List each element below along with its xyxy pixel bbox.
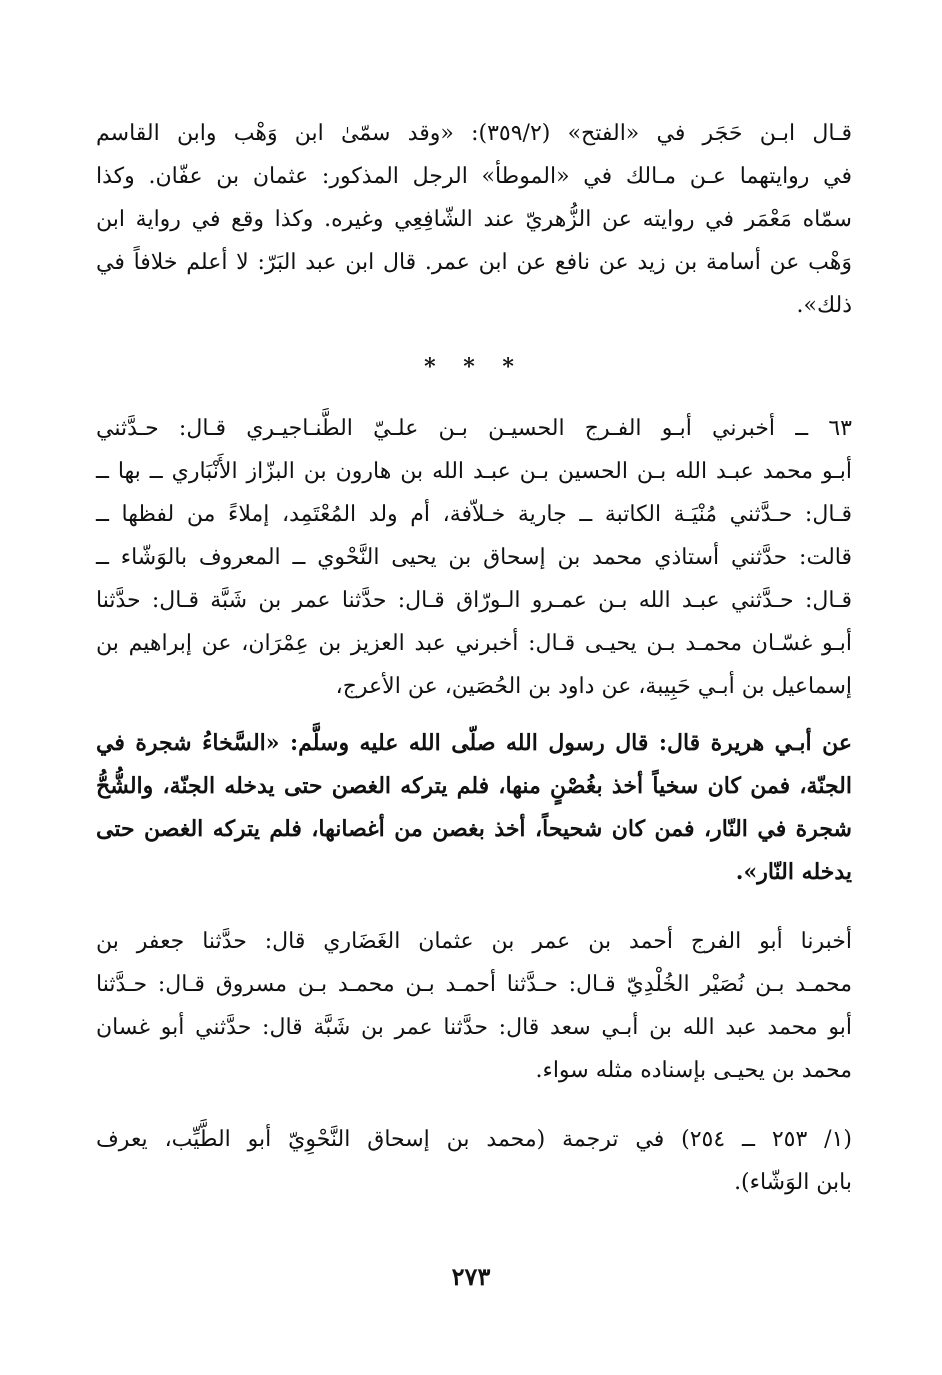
- text-line: سمّاه مَعْمَر في روايته عن الزُّهريّ عند الشّافِعِي وغيره. وكذا وقع في رواية ابن: [96, 207, 852, 232]
- text-line: محمـد بـن نُصَيْر الخُلْدِيّ قـال: حـدَّثنا أحمـد بـن محمـد بـن مسروق قـال: حـدَّثنا: [96, 972, 852, 997]
- text-line: يدخله النّار».: [735, 859, 852, 885]
- footnote-line: (١/ ٢٥٣ ــ ٢٥٤) في ترجمة (محمد بن إسحاق النَّحْوِيّ أبو الطَّيِّب، يعرف: [96, 1127, 852, 1152]
- page-number: ٢٧٣: [451, 1262, 491, 1291]
- text-line: أبو محمد عبد الله بن أبـي سعد قال: حدَّثنا عمر بن شَبَّة قال: حدَّثني أبو غسان: [96, 1015, 852, 1040]
- text-line: أبـو محمد عبـد الله بـن الحسين بـن عبـد الله بن هارون بن البزّاز الأَنْبَاري ــ بها ــ: [96, 459, 852, 484]
- text-line: شجرة في النّار، فمن كان شحيحاً، أخذ بغصن من أغصانها، فلم يتركه الغصن حتى: [96, 816, 852, 842]
- text-line: أخبرنا أبو الفرج أحمد بن عمر بن عثمان الغَضَاري قال: حدَّثنا جعفر بن: [96, 929, 852, 954]
- page-body: [96, 112, 852, 1204]
- text-line: قـال ابـن حَجَر في «الفتح» (٣٥٩/٢): «وقد سمّىٰ ابن وَهْب وابن القاسم: [96, 121, 853, 146]
- text-line: محمد بن يحيـى بإسناده مثله سواء.: [535, 1058, 852, 1083]
- text-line: عن أبـي هريرة قال: قال رسول الله صلّى الله عليه وسلَّم: «السَّخاءُ شجرة في: [96, 730, 852, 756]
- paragraph-ibn-hajar-quote: [96, 112, 852, 327]
- text-line: ٦٣ ــ أخبرني أبـو الفـرج الحسيـن بـن علـيّ الطَّنـاجيـري قـال: حـدَّثني: [96, 416, 852, 441]
- text-line: في روايتهما عـن مـالك في «الموطأ» الرجل المذكور: عثمان بن عفّان. وكذا: [96, 164, 852, 189]
- spacer: [96, 1092, 852, 1118]
- text-line: قالت: حدَّثني أستاذي محمد بن إسحاق بن يحيى النَّحْوي ــ المعروف بالوَشّاء ــ: [96, 545, 852, 570]
- text-line: قـال: حـدَّثني عبـد الله بـن عمـرو الـورّاق قـال: حدَّثنا عمر بن شَبَّة قـال: حدَّثنا: [96, 588, 852, 613]
- text-line: الجنّة، فمن كان سخياً أخذ بغُصْنٍ منها، فلم يتركه الغصن حتى يدخله الجنّة، والشُّحُّ: [96, 773, 852, 799]
- paragraph-second-isnad: [96, 920, 852, 1092]
- spacer: [96, 708, 852, 722]
- paragraph-hadith-text: [96, 722, 852, 894]
- text-line: إسماعيل بن أبـي حَبِيبة، عن داود بن الحُصَين، عن الأعرج،: [335, 674, 852, 699]
- text-line: ذلك».: [796, 293, 852, 318]
- text-line: وَهْب عن أسامة بن زيد عن نافع عن ابن عمر. قال ابن عبد البَرّ: لا أعلم خلافاً في: [96, 250, 852, 275]
- text-line: قـال: حـدَّثني مُنْيَـة الكاتبة ــ جارية خـلاّفة، أم ولد المُعْتَمِد، إملاءً من لفظها ــ: [96, 502, 852, 527]
- spacer: [96, 894, 852, 920]
- footnote: [96, 1118, 852, 1204]
- section-separator: * * *: [424, 354, 524, 380]
- footnote-line: بابن الوَشّاء).: [734, 1170, 852, 1195]
- text-line: أبـو غسّـان محمـد بـن يحيـى قـال: أخبرني عبد العزيز بن عِمْرَان، عن إبراهيم بن: [96, 631, 852, 656]
- paragraph-isnad-63: [96, 407, 852, 708]
